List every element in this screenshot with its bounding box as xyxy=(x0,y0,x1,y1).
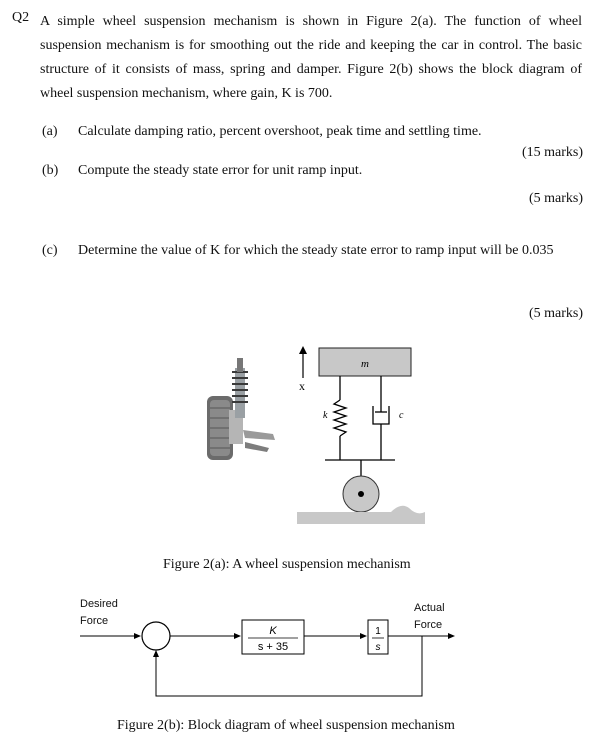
damper xyxy=(373,376,389,460)
block1-denominator: s + 35 xyxy=(257,641,289,653)
figure-2a-caption: Figure 2(a): A wheel suspension mechanism xyxy=(163,557,411,572)
arrow-to-block1 xyxy=(170,633,241,639)
input-label-line1: Desired xyxy=(80,598,118,610)
spring xyxy=(334,376,346,460)
block2-denominator: s xyxy=(375,642,381,653)
spring-label: k xyxy=(323,410,328,421)
input-arrow xyxy=(80,633,141,639)
figure-2b-block-diagram xyxy=(70,612,470,706)
feedback-arrowhead xyxy=(153,650,159,657)
summing-junction xyxy=(142,622,170,650)
mass-label: m xyxy=(361,358,369,370)
part-c-label: (c) xyxy=(42,243,58,258)
output-label-line1: Actual xyxy=(414,602,445,614)
figure-2b-caption: Figure 2(b): Block diagram of wheel suspension mechanism xyxy=(117,718,455,733)
part-a-text: Calculate damping ratio, percent overshoot, peak time and settling time. xyxy=(78,124,482,139)
output-label-line2: Force xyxy=(414,619,443,631)
part-c-marks: (5 marks) xyxy=(528,306,583,321)
part-c-text: Determine the value of K for which the steady state error to ramp input will be 0.035 xyxy=(78,243,554,258)
wheel-hub xyxy=(358,491,364,497)
part-b-text: Compute the steady state error for unit ramp input. xyxy=(78,163,363,178)
arrow-to-block2 xyxy=(304,633,367,639)
damper-label: c xyxy=(399,410,404,421)
input-label-line2: Force xyxy=(80,615,109,627)
block1-numerator: K xyxy=(269,625,277,637)
question-number: Q2 xyxy=(12,10,30,25)
displacement-label: x xyxy=(299,379,305,393)
question-intro: A simple wheel suspension mechanism is shown in Figure 2(a). The function of wheel suspension mechanism is for smoothing out the ride and keeping the car in control. The basic structure of it consists of mass, spring and damper. Figure 2(b) shows the block diagram of wheel suspension mechanism, where gain, K is 700. xyxy=(40,14,582,101)
wheel-suspension-photo xyxy=(207,358,275,460)
part-a-marks: (15 marks) xyxy=(521,145,583,160)
part-b-label: (b) xyxy=(42,163,59,178)
block2-numerator: 1 xyxy=(375,626,381,637)
part-b-marks: (5 marks) xyxy=(528,191,583,206)
displacement-arrow xyxy=(299,346,307,378)
part-a-label: (a) xyxy=(42,124,58,139)
figure-2a-diagram xyxy=(195,338,435,538)
